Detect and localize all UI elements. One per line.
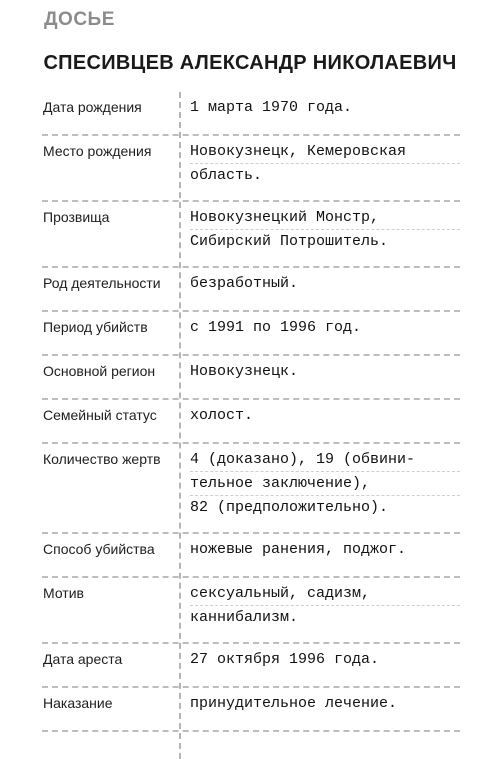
field-value-line: Новокузнецкий Монстр, bbox=[190, 206, 460, 230]
dossier-row bbox=[42, 92, 460, 136]
dossier-row bbox=[42, 688, 460, 732]
field-label: Семейный статус bbox=[43, 407, 157, 423]
field-value-line: холост. bbox=[190, 407, 254, 424]
field-value bbox=[183, 448, 460, 519]
dossier-row bbox=[42, 578, 460, 644]
field-label: Наказание bbox=[43, 695, 113, 711]
field-label: Род деятельности bbox=[43, 275, 161, 291]
field-value bbox=[183, 96, 460, 119]
dossier-row bbox=[42, 534, 460, 578]
field-value-line: безработный. bbox=[190, 275, 299, 292]
field-value-line: ножевые ранения, поджог. bbox=[190, 541, 407, 558]
field-label: Мотив bbox=[43, 585, 84, 601]
field-value-line: Новокузнецк. bbox=[190, 363, 299, 380]
dossier-row bbox=[42, 400, 460, 444]
field-value-line: 1 марта 1970 года. bbox=[190, 99, 353, 116]
dossier-row bbox=[42, 268, 460, 312]
field-value bbox=[183, 404, 460, 427]
field-label: Период убийств bbox=[43, 319, 148, 335]
field-value-line: область. bbox=[190, 167, 263, 184]
field-value bbox=[183, 582, 460, 629]
dossier-row bbox=[42, 312, 460, 356]
field-value-line: 27 октября 1996 года. bbox=[190, 651, 380, 668]
person-name: СПЕСИВЦЕВ АЛЕКСАНДР НИКОЛАЕВИЧ bbox=[43, 52, 457, 74]
field-label: Способ убийства bbox=[43, 541, 155, 557]
dossier-row bbox=[42, 444, 460, 534]
field-value bbox=[183, 648, 460, 671]
field-value bbox=[183, 140, 460, 187]
section-label: ДОСЬЕ bbox=[44, 9, 115, 30]
field-value bbox=[183, 692, 460, 715]
field-value-line: 4 (доказано), 19 (обвини- bbox=[190, 448, 460, 472]
field-value-line: Новокузнецк, Кемеровская bbox=[190, 140, 460, 164]
field-label: Основной регион bbox=[43, 363, 156, 379]
field-value bbox=[183, 360, 460, 383]
field-value-line: сексуальный, садизм, bbox=[190, 582, 460, 606]
field-value-line: с 1991 по 1996 год. bbox=[190, 319, 362, 336]
field-value-line: принудительное лечение. bbox=[190, 695, 398, 712]
field-value bbox=[183, 272, 460, 295]
field-label: Дата рождения bbox=[43, 99, 142, 115]
field-label: Место рождения bbox=[43, 143, 152, 159]
field-value bbox=[183, 206, 460, 253]
dossier-row bbox=[42, 202, 460, 268]
field-value bbox=[183, 538, 460, 561]
dossier-table bbox=[42, 92, 460, 732]
field-label: Количество жертв bbox=[43, 451, 161, 467]
dossier-row bbox=[42, 356, 460, 400]
field-value bbox=[183, 316, 460, 339]
field-value-line: Сибирский Потрошитель. bbox=[190, 233, 389, 250]
dossier-row bbox=[42, 136, 460, 202]
field-value-line: тельное заключение), bbox=[190, 472, 460, 496]
dossier-row bbox=[42, 644, 460, 688]
field-value-line: 82 (предположительно). bbox=[190, 499, 389, 516]
field-value-line: каннибализм. bbox=[190, 609, 299, 626]
field-label: Прозвища bbox=[43, 209, 110, 225]
field-label: Дата ареста bbox=[43, 651, 123, 667]
